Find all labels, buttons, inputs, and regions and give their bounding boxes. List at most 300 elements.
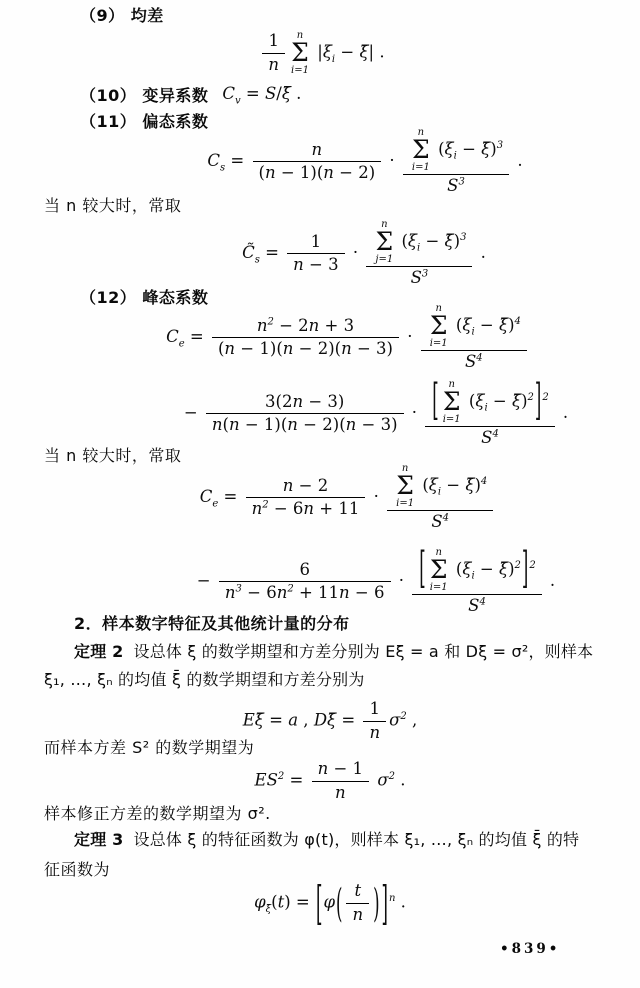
math-token: − [487, 391, 512, 411]
math-token: 2 [287, 583, 294, 595]
math-token: n [311, 139, 323, 159]
math-token: 3 [235, 583, 242, 595]
math-token [366, 266, 472, 290]
math-token [421, 302, 527, 373]
math-token: i=1 [442, 413, 461, 425]
math-token: Σ [291, 38, 309, 68]
math-token: , [406, 710, 418, 730]
formula-kurtosis-approx-line2 [0, 543, 640, 617]
formula-mean-deviation [0, 30, 640, 76]
math-token [183, 375, 569, 449]
math-token: + 11 [314, 499, 360, 519]
math-token: n [251, 499, 263, 519]
math-token: 4 [476, 352, 483, 364]
math-token [253, 161, 382, 185]
math-token [366, 218, 472, 289]
math-token [430, 303, 448, 349]
math-token [257, 316, 354, 337]
math-token: . [512, 151, 523, 171]
math-token: − 6 [241, 583, 277, 603]
math-token: [ [432, 375, 439, 425]
math-token: ) [474, 475, 481, 495]
math-token [219, 559, 391, 605]
math-token: 3 [460, 231, 467, 243]
item-9-heading: （9） 均差 [80, 6, 164, 25]
math-token: 2 [527, 391, 534, 403]
math-token: σ [377, 770, 389, 790]
math-token: C [199, 487, 213, 507]
math-token: C [207, 151, 221, 171]
math-token [412, 127, 430, 173]
math-token: C̃ [242, 243, 255, 263]
math-token: n [303, 499, 315, 519]
math-token: 3 [458, 176, 465, 188]
formula-characteristic-function [0, 876, 640, 930]
math-token: i=1 [429, 581, 448, 593]
math-token [409, 127, 503, 173]
math-token [346, 880, 369, 926]
math-token [222, 84, 301, 106]
math-token: · [347, 243, 364, 263]
math-token: 2 [262, 499, 269, 511]
math-token [196, 543, 556, 617]
formula-kurtosis-line1 [0, 302, 640, 373]
math-token: − 6 [349, 583, 385, 603]
math-token: − [474, 315, 499, 335]
math-token: S [264, 84, 277, 104]
math-token: . [290, 84, 302, 104]
math-token: n [352, 904, 364, 924]
theorem-2-line2: ξ₁, …, ξₙ 的均值 ξ̄ 的数学期望和方差分别为 [44, 670, 365, 689]
math-token: 6 [299, 559, 310, 579]
math-token [255, 758, 406, 804]
math-token [425, 426, 554, 450]
math-token [293, 255, 338, 276]
math-token: ( [217, 339, 225, 359]
math-token: 2 [388, 771, 395, 783]
math-token [259, 163, 376, 184]
math-token: − [474, 559, 499, 579]
math-token [312, 758, 369, 781]
math-token: · [384, 151, 400, 171]
math-token [372, 219, 466, 265]
math-token: − 1)( [239, 415, 288, 435]
math-token: ( [450, 315, 463, 335]
math-token: Σ [429, 555, 448, 584]
math-token: j=1 [375, 253, 394, 265]
item-11-heading: （11） 偏态系数 [80, 112, 209, 131]
math-token [366, 218, 472, 266]
math-token: . [557, 403, 569, 423]
math-token: − [335, 42, 360, 62]
math-token [246, 497, 366, 521]
math-token: = [184, 327, 209, 347]
math-token: v [234, 95, 241, 107]
math-token [262, 30, 285, 53]
math-token [166, 302, 530, 373]
math-token: − 2)( [297, 415, 346, 435]
math-token: − 2)( [293, 339, 342, 359]
math-token [259, 30, 384, 76]
theorem-3-line2: 征函数为 [44, 860, 111, 879]
math-token: n [282, 339, 294, 359]
math-token [465, 352, 483, 373]
math-token: ( [258, 163, 265, 183]
math-token: E [242, 710, 255, 730]
math-token: ) [490, 139, 497, 159]
math-token: 2 [267, 316, 274, 328]
math-token: ξ̄ [465, 475, 475, 495]
math-token: ξ̄ [281, 84, 291, 104]
math-token: ( [417, 475, 429, 495]
formula-skewness-approx [0, 218, 640, 289]
math-token: i [437, 486, 442, 498]
math-token: ξ̄ [265, 903, 272, 915]
math-token [421, 350, 527, 374]
math-token: n [228, 415, 240, 435]
math-token: 4 [442, 512, 450, 524]
math-token: ) [373, 880, 380, 926]
math-token: C [166, 327, 179, 347]
math-token: 4 [479, 596, 486, 608]
math-token: , [298, 710, 314, 730]
math-token: n [296, 30, 304, 42]
math-token [396, 463, 414, 509]
math-token [212, 337, 399, 361]
corrected-variance-text: 样本修正方差的数学期望为 σ². [44, 804, 271, 823]
math-token [265, 392, 344, 413]
math-token [318, 759, 363, 780]
math-token [287, 231, 344, 254]
math-token [291, 30, 309, 76]
math-token: n [256, 315, 268, 335]
math-token: ξ̄ [327, 710, 337, 730]
section-2-heading: 2．样本数字特征及其他统计量的分布 [74, 614, 350, 633]
math-token [287, 253, 344, 277]
math-token [427, 303, 521, 349]
math-token: ( [271, 892, 278, 912]
math-token [363, 698, 386, 721]
math-token: n [282, 475, 294, 495]
math-token: φ [254, 892, 266, 912]
math-token: . [395, 892, 406, 912]
math-token [425, 375, 554, 449]
math-token: − 6 [268, 499, 304, 519]
math-token: ξ̄ [498, 559, 509, 579]
math-token [212, 315, 399, 361]
theorem-2-text: 设总体 ξ 的数学期望和方差分别为 Eξ = a 和 Dξ = σ²，则样本 [133, 642, 594, 661]
math-token: n [308, 315, 320, 335]
math-token: = [336, 710, 361, 730]
math-token: C [222, 84, 235, 104]
math-token: ξ [428, 475, 438, 495]
math-token: ξ [407, 231, 417, 251]
math-token: i [331, 53, 336, 65]
math-token: n [264, 163, 276, 183]
math-token: n [435, 303, 442, 314]
math-token [403, 126, 509, 197]
formula-variation-coefficient [222, 84, 301, 106]
math-token: ) [508, 559, 515, 579]
math-token: n [292, 391, 304, 411]
math-token: n [435, 547, 442, 558]
item-10-heading: （10） 变异系数 [80, 86, 209, 105]
math-token: ( [432, 139, 445, 159]
math-token [212, 315, 399, 338]
math-token: n [287, 415, 298, 435]
math-token: S [431, 511, 443, 531]
math-token: t [354, 881, 362, 900]
formula-kurtosis-line2 [0, 375, 640, 449]
math-token: s [220, 162, 226, 174]
math-token: n [388, 893, 396, 905]
math-token: 2 [529, 559, 536, 571]
math-token [242, 218, 486, 289]
math-token: ) [453, 231, 461, 251]
when-n-large-text-1: 当 n 较大时，常取 [44, 196, 182, 215]
math-token: [ [419, 543, 426, 593]
math-token: Σ [412, 135, 430, 164]
math-token: 1 [310, 231, 322, 251]
math-token: + 3 [319, 315, 355, 335]
math-token: 2 [277, 771, 285, 783]
math-token [219, 581, 391, 605]
math-token: / [276, 84, 282, 104]
math-token [254, 876, 406, 930]
math-token [346, 880, 369, 903]
math-token: . [394, 770, 406, 790]
math-token: n [335, 782, 346, 802]
math-token: n [224, 583, 236, 603]
math-token: Σ [375, 227, 394, 256]
math-token: 2 [400, 711, 407, 723]
math-token [393, 463, 487, 509]
math-token: i [417, 242, 421, 254]
math-token: S [266, 770, 278, 790]
math-token: [ [316, 876, 323, 930]
formula-kurtosis-approx-line1 [0, 462, 640, 533]
math-token: n [339, 583, 350, 603]
math-token: ( [396, 231, 408, 251]
math-token [421, 302, 527, 350]
math-token: − 2 [273, 315, 309, 335]
math-token: ] [534, 375, 542, 425]
math-token [363, 698, 386, 744]
math-token: · [406, 403, 423, 423]
math-token: Σ [429, 311, 448, 340]
math-token: φ [323, 892, 335, 912]
math-token: − 3) [351, 339, 393, 359]
math-token: · [368, 487, 385, 507]
math-token: i=1 [429, 337, 448, 349]
math-token [346, 903, 369, 927]
math-token [253, 139, 382, 185]
math-token: = [225, 151, 250, 171]
math-token: − [183, 403, 203, 423]
math-token: n [341, 339, 352, 359]
math-token [387, 510, 493, 534]
math-token [468, 596, 486, 617]
math-token: . [544, 571, 556, 591]
when-n-large-text-2: 当 n 较大时，常取 [44, 446, 182, 465]
math-token [363, 721, 386, 745]
math-token: E [254, 770, 267, 790]
math-token [312, 781, 369, 805]
math-token: ξ̄ [511, 391, 522, 411]
formula-skewness [0, 126, 640, 197]
math-token [262, 53, 285, 77]
math-token: ξ [322, 42, 332, 62]
math-token: 4 [514, 315, 521, 327]
math-token: ) [521, 391, 528, 411]
math-token [312, 758, 369, 804]
math-token [412, 594, 541, 618]
math-token [412, 543, 541, 617]
math-token: n [448, 379, 455, 390]
math-token [225, 583, 385, 604]
math-token: · [393, 571, 410, 591]
math-token: · [401, 327, 418, 347]
math-token: = [218, 487, 243, 507]
math-token [443, 379, 461, 425]
math-token: 3 [421, 268, 429, 280]
math-token [403, 126, 509, 174]
math-token [219, 559, 391, 582]
item-12-heading: （12） 峰态系数 [80, 288, 209, 307]
math-token: . [475, 243, 486, 263]
math-token [431, 375, 549, 425]
math-token [206, 413, 404, 437]
math-token: − [441, 475, 466, 495]
math-token [252, 499, 360, 520]
math-token: ( [450, 559, 463, 579]
math-token: − [196, 571, 216, 591]
math-token: ξ̄ [359, 42, 369, 62]
math-token: − 3) [356, 415, 398, 435]
math-token: ξ [475, 391, 485, 411]
math-token [207, 126, 522, 197]
math-token: i [484, 402, 488, 414]
math-token: − [420, 231, 445, 251]
math-token: − [456, 139, 482, 159]
math-token [206, 391, 404, 414]
math-token [246, 475, 366, 521]
theorem-3-line1 [74, 828, 614, 851]
math-token: i [471, 326, 475, 338]
math-token: ξ [462, 559, 472, 579]
math-token: S [410, 267, 422, 287]
math-token: 3 [496, 139, 504, 151]
math-token: ξ̄ [254, 710, 264, 730]
math-token: i [471, 570, 475, 582]
math-token: S [464, 351, 477, 371]
math-token: ( [463, 391, 476, 411]
math-token [206, 391, 404, 437]
math-token [430, 547, 448, 593]
theorem-3-label: 定理 3 [74, 830, 124, 849]
math-token: | [312, 42, 323, 62]
math-token: i=1 [291, 65, 309, 76]
item-10-line [80, 84, 301, 107]
math-token: ξ̄ [481, 139, 491, 159]
math-token: n [293, 255, 304, 275]
math-token: = [259, 243, 285, 263]
math-token: S [481, 427, 493, 447]
math-token: − 2) [333, 163, 376, 183]
sample-variance-text: 而样本方差 S² 的数学期望为 [44, 738, 255, 757]
theorem-2-line1 [74, 640, 614, 663]
math-token: n [323, 163, 334, 183]
math-token: n [211, 415, 223, 435]
theorem-2-label: 定理 2 [74, 642, 124, 661]
math-token: ] [381, 876, 388, 930]
math-token: − 1)( [275, 163, 324, 183]
math-token: n [345, 415, 357, 435]
math-token: n [224, 339, 236, 359]
math-token [387, 462, 493, 510]
math-token: e [178, 338, 185, 350]
math-token: n [401, 463, 409, 474]
math-token [481, 428, 499, 449]
math-token: 1 [369, 699, 381, 718]
math-token [375, 219, 393, 265]
math-token: − 3 [303, 255, 339, 275]
math-token: ] [521, 543, 529, 593]
math-token: i=1 [411, 161, 430, 173]
math-token: t [277, 892, 285, 912]
math-token [253, 139, 382, 162]
math-token: ξ̄ [444, 231, 454, 251]
math-token: σ [389, 710, 401, 730]
math-token: n [317, 759, 329, 778]
math-token [218, 339, 393, 360]
math-token: ) = [284, 892, 315, 912]
math-token: ) [508, 315, 515, 335]
math-token: ( [222, 415, 229, 435]
math-token: − 1 [328, 759, 364, 778]
math-token: 2 [514, 559, 521, 571]
theorem-3-text: 设总体 ξ 的特征函数为 φ(t)，则样本 ξ₁, …, ξₙ 的均值 ξ̄ 的特 [133, 830, 580, 849]
math-token: ( [336, 880, 343, 926]
math-token [262, 30, 285, 76]
math-token: | . [368, 42, 385, 62]
math-token: Σ [396, 471, 414, 500]
math-token: 1 [268, 31, 279, 50]
math-token: + 11 [293, 583, 340, 603]
math-token: D [313, 710, 328, 730]
formula-sample-variance-expectation [0, 758, 640, 804]
math-token: − 1)( [235, 339, 283, 359]
math-token: s [254, 254, 260, 266]
math-token: i=1 [396, 497, 415, 509]
math-token: = [284, 770, 309, 790]
math-token: − 3) [303, 391, 345, 411]
math-token [387, 462, 493, 533]
math-token: = [240, 84, 265, 104]
math-token [403, 174, 509, 198]
math-token: ξ [444, 139, 454, 159]
math-token: e [212, 498, 219, 510]
math-token: n [417, 127, 425, 138]
math-token: 2 [542, 391, 549, 403]
math-token: n [381, 219, 388, 230]
math-token [431, 512, 449, 533]
math-token: n [276, 583, 288, 603]
math-token: − 2 [293, 475, 329, 495]
math-token: 3(2 [265, 391, 293, 411]
math-token [283, 476, 328, 497]
math-token [212, 415, 398, 436]
